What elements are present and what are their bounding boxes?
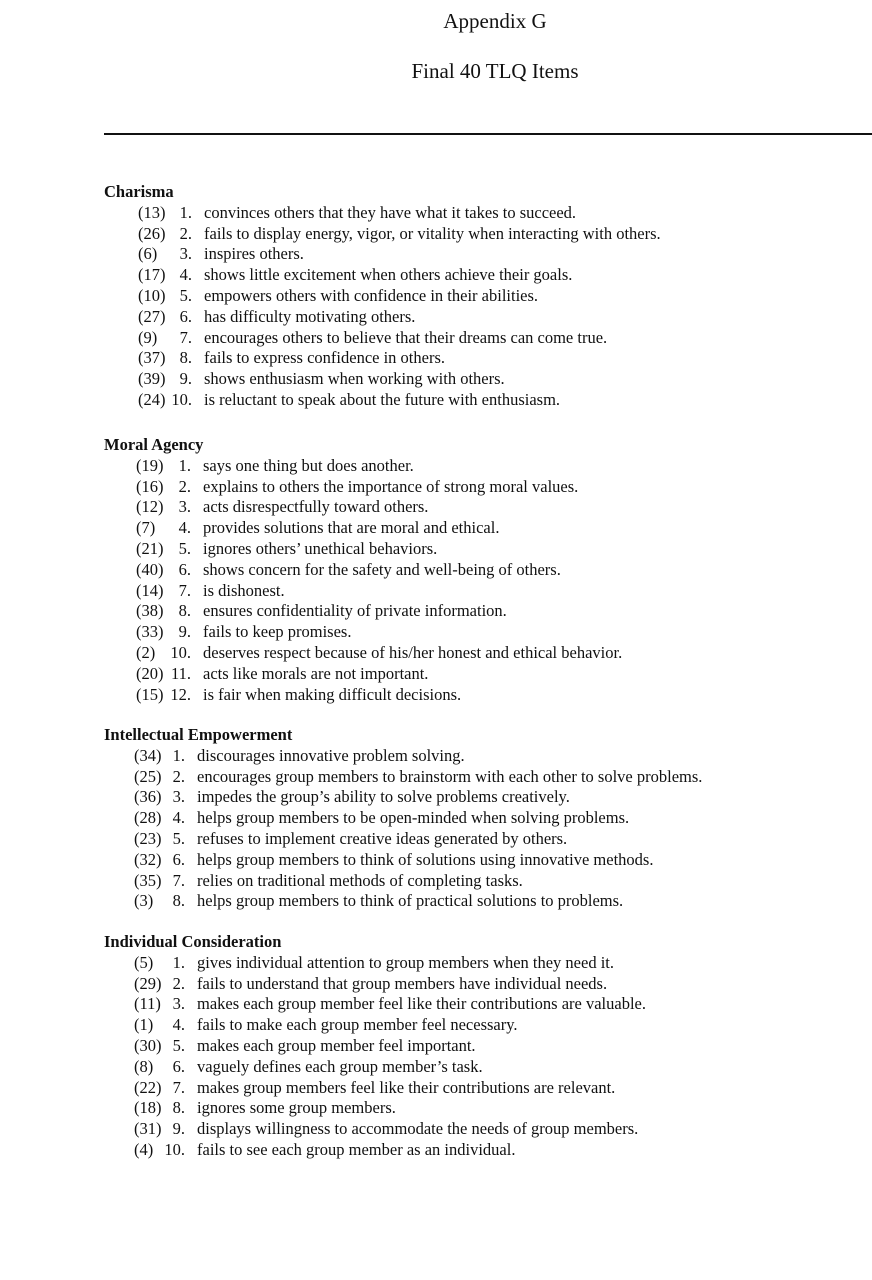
item-number: 5. xyxy=(179,285,192,305)
item-code: (16) xyxy=(136,476,164,496)
list-item xyxy=(104,203,872,224)
item-text: gives individual attention to group members when they need it. xyxy=(197,952,614,972)
item-number: 3. xyxy=(172,787,185,807)
item-code: (24) xyxy=(138,389,166,409)
item-code: (20) xyxy=(136,663,164,683)
item-code: (19) xyxy=(136,455,164,475)
list-item xyxy=(104,1140,872,1161)
item-code: (22) xyxy=(134,1077,162,1097)
item-number: 2. xyxy=(172,973,185,993)
list-item xyxy=(104,244,872,265)
item-code: (35) xyxy=(134,870,162,890)
item-code: (38) xyxy=(136,601,164,621)
item-text: explains to others the importance of strong moral values. xyxy=(203,476,579,496)
item-number: 12. xyxy=(170,684,191,704)
item-number: 7. xyxy=(179,327,192,347)
section-heading: Individual Consideration xyxy=(104,932,282,951)
list-item xyxy=(104,829,872,850)
item-number: 8. xyxy=(172,891,185,911)
item-text: relies on traditional methods of completing tasks. xyxy=(197,870,523,890)
item-text: acts like morals are not important. xyxy=(203,663,429,683)
item-code: (31) xyxy=(134,1119,162,1139)
page-subtitle: Final 40 TLQ Items xyxy=(411,59,579,83)
item-code: (26) xyxy=(138,223,166,243)
section-heading: Intellectual Empowerment xyxy=(104,725,293,744)
section-charisma xyxy=(104,182,872,411)
item-number: 5. xyxy=(172,828,185,848)
list-item xyxy=(104,1057,872,1078)
item-number: 4. xyxy=(178,518,191,538)
list-item xyxy=(104,808,872,829)
item-text: refuses to implement creative ideas generated by others. xyxy=(197,828,568,848)
list-item xyxy=(104,850,872,871)
item-text: fails to display energy, vigor, or vitality when interacting with others. xyxy=(204,223,661,243)
item-number: 9. xyxy=(172,1119,185,1139)
item-text: vaguely defines each group member’s task. xyxy=(197,1056,483,1076)
item-number: 11. xyxy=(170,663,191,683)
item-number: 4. xyxy=(172,808,185,828)
list-item xyxy=(104,581,872,602)
list-item xyxy=(104,787,872,808)
item-number: 10. xyxy=(171,389,192,409)
item-code: (9) xyxy=(138,327,158,347)
item-code: (34) xyxy=(134,745,162,765)
item-number: 7. xyxy=(172,870,185,890)
item-number: 5. xyxy=(178,538,191,558)
item-code: (4) xyxy=(134,1139,154,1159)
item-code: (11) xyxy=(134,994,161,1014)
item-text: ensures confidentiality of private information. xyxy=(203,601,507,621)
item-code: (13) xyxy=(138,202,166,222)
item-text: convinces others that they have what it takes to succeed. xyxy=(204,202,577,222)
list-item xyxy=(104,1098,872,1119)
item-code: (17) xyxy=(138,265,166,285)
list-item xyxy=(104,560,872,581)
item-text: makes each group member feel like their contributions are valuable. xyxy=(197,994,646,1014)
item-number: 6. xyxy=(172,1056,185,1076)
item-code: (32) xyxy=(134,849,162,869)
item-text: empowers others with confidence in their abilities. xyxy=(204,285,539,305)
item-number: 6. xyxy=(179,306,192,326)
section-intellectual-empowerment xyxy=(104,725,872,912)
item-number: 3. xyxy=(172,994,185,1014)
list-item xyxy=(104,871,872,892)
item-text: fails to see each group member as an individual. xyxy=(197,1139,516,1159)
item-number: 10. xyxy=(170,642,191,662)
item-code: (14) xyxy=(136,580,164,600)
list-item xyxy=(104,1119,872,1140)
list-item xyxy=(104,1078,872,1099)
item-code: (3) xyxy=(134,891,154,911)
item-text: is fair when making difficult decisions. xyxy=(203,684,462,704)
item-code: (29) xyxy=(134,973,162,993)
item-code: (33) xyxy=(136,622,164,642)
list-item xyxy=(104,497,872,518)
item-number: 8. xyxy=(178,601,191,621)
item-code: (15) xyxy=(136,684,164,704)
item-code: (36) xyxy=(134,787,162,807)
item-code: (30) xyxy=(134,1035,162,1055)
item-text: impedes the group’s ability to solve problems creatively. xyxy=(197,787,570,807)
item-number: 3. xyxy=(178,497,191,517)
list-item xyxy=(104,265,872,286)
item-text: acts disrespectfully toward others. xyxy=(203,497,429,517)
list-item xyxy=(104,369,872,390)
item-number: 6. xyxy=(178,559,191,579)
item-code: (21) xyxy=(136,538,164,558)
section-individual-consideration xyxy=(104,932,872,1161)
item-text: ignores some group members. xyxy=(197,1098,396,1118)
item-number: 2. xyxy=(178,476,191,496)
item-code: (23) xyxy=(134,828,162,848)
item-code: (25) xyxy=(134,766,162,786)
list-item xyxy=(104,746,872,767)
item-number: 4. xyxy=(179,265,192,285)
list-item xyxy=(104,328,872,349)
item-text: fails to make each group member feel necessary. xyxy=(197,1015,518,1035)
page-title: Appendix G xyxy=(443,9,547,33)
item-code: (10) xyxy=(138,285,166,305)
item-code: (37) xyxy=(138,348,166,368)
item-text: says one thing but does another. xyxy=(203,455,414,475)
item-code: (1) xyxy=(134,1015,154,1035)
list-item xyxy=(104,456,872,477)
list-item xyxy=(104,685,872,706)
title-divider xyxy=(104,133,872,135)
item-code: (5) xyxy=(134,952,154,972)
list-item xyxy=(104,307,872,328)
item-code: (8) xyxy=(134,1056,154,1076)
item-number: 1. xyxy=(178,455,191,475)
item-text: shows little excitement when others achieve their goals. xyxy=(204,265,573,285)
list-item xyxy=(104,539,872,560)
item-text: makes each group member feel important. xyxy=(197,1035,476,1055)
list-item xyxy=(104,664,872,685)
list-item xyxy=(104,994,872,1015)
list-item xyxy=(104,622,872,643)
item-text: encourages group members to brainstorm with each other to solve problems. xyxy=(197,766,703,786)
item-text: helps group members to think of practical solutions to problems. xyxy=(197,891,624,911)
list-item xyxy=(104,477,872,498)
item-code: (28) xyxy=(134,808,162,828)
item-text: is dishonest. xyxy=(203,580,285,600)
item-number: 5. xyxy=(172,1035,185,1055)
list-item xyxy=(104,286,872,307)
item-number: 8. xyxy=(179,348,192,368)
item-text: deserves respect because of his/her honest and ethical behavior. xyxy=(203,642,623,662)
list-item xyxy=(104,518,872,539)
section-heading: Charisma xyxy=(104,182,174,201)
item-list xyxy=(104,456,872,706)
item-code: (12) xyxy=(136,497,164,517)
item-number: 1. xyxy=(172,952,185,972)
item-code: (39) xyxy=(138,369,166,389)
item-number: 9. xyxy=(178,622,191,642)
item-text: discourages innovative problem solving. xyxy=(197,745,465,765)
item-list xyxy=(104,953,872,1161)
item-list xyxy=(104,203,872,411)
item-text: inspires others. xyxy=(204,244,304,264)
list-item xyxy=(104,953,872,974)
item-number: 6. xyxy=(172,849,185,869)
item-code: (27) xyxy=(138,306,166,326)
item-code: (18) xyxy=(134,1098,162,1118)
list-item xyxy=(104,891,872,912)
section-heading: Moral Agency xyxy=(104,435,204,454)
item-text: is reluctant to speak about the future with enthusiasm. xyxy=(204,389,561,409)
item-number: 2. xyxy=(179,223,192,243)
item-text: ignores others’ unethical behaviors. xyxy=(203,538,438,558)
item-number: 7. xyxy=(178,580,191,600)
list-item xyxy=(104,601,872,622)
item-text: makes group members feel like their contributions are relevant. xyxy=(197,1077,616,1097)
item-number: 9. xyxy=(179,369,192,389)
list-item xyxy=(104,390,872,411)
item-number: 7. xyxy=(172,1077,185,1097)
item-text: helps group members to be open-minded when solving problems. xyxy=(197,808,630,828)
item-number: 3. xyxy=(179,244,192,264)
list-item xyxy=(104,1015,872,1036)
item-text: fails to express confidence in others. xyxy=(204,348,446,368)
list-item xyxy=(104,767,872,788)
item-text: has difficulty motivating others. xyxy=(204,306,416,326)
item-number: 10. xyxy=(164,1139,185,1159)
item-number: 1. xyxy=(172,745,185,765)
item-code: (2) xyxy=(136,642,156,662)
item-number: 8. xyxy=(172,1098,185,1118)
item-code: (7) xyxy=(136,518,156,538)
item-text: fails to keep promises. xyxy=(203,622,352,642)
item-code: (40) xyxy=(136,559,164,579)
item-text: encourages others to believe that their dreams can come true. xyxy=(204,327,608,347)
list-item xyxy=(104,224,872,245)
item-text: displays willingness to accommodate the needs of group members. xyxy=(197,1119,639,1139)
item-code: (6) xyxy=(138,244,158,264)
item-text: helps group members to think of solutions using innovative methods. xyxy=(197,849,654,869)
list-item xyxy=(104,643,872,664)
list-item xyxy=(104,974,872,995)
list-item xyxy=(104,1036,872,1057)
item-text: shows enthusiasm when working with others. xyxy=(204,369,505,389)
item-text: fails to understand that group members have individual needs. xyxy=(197,973,608,993)
section-moral-agency xyxy=(104,435,872,705)
item-number: 1. xyxy=(179,202,192,222)
item-text: provides solutions that are moral and ethical. xyxy=(203,518,500,538)
item-number: 2. xyxy=(172,766,185,786)
item-number: 4. xyxy=(172,1015,185,1035)
item-list xyxy=(104,746,872,912)
list-item xyxy=(104,348,872,369)
item-text: shows concern for the safety and well-being of others. xyxy=(203,559,561,579)
